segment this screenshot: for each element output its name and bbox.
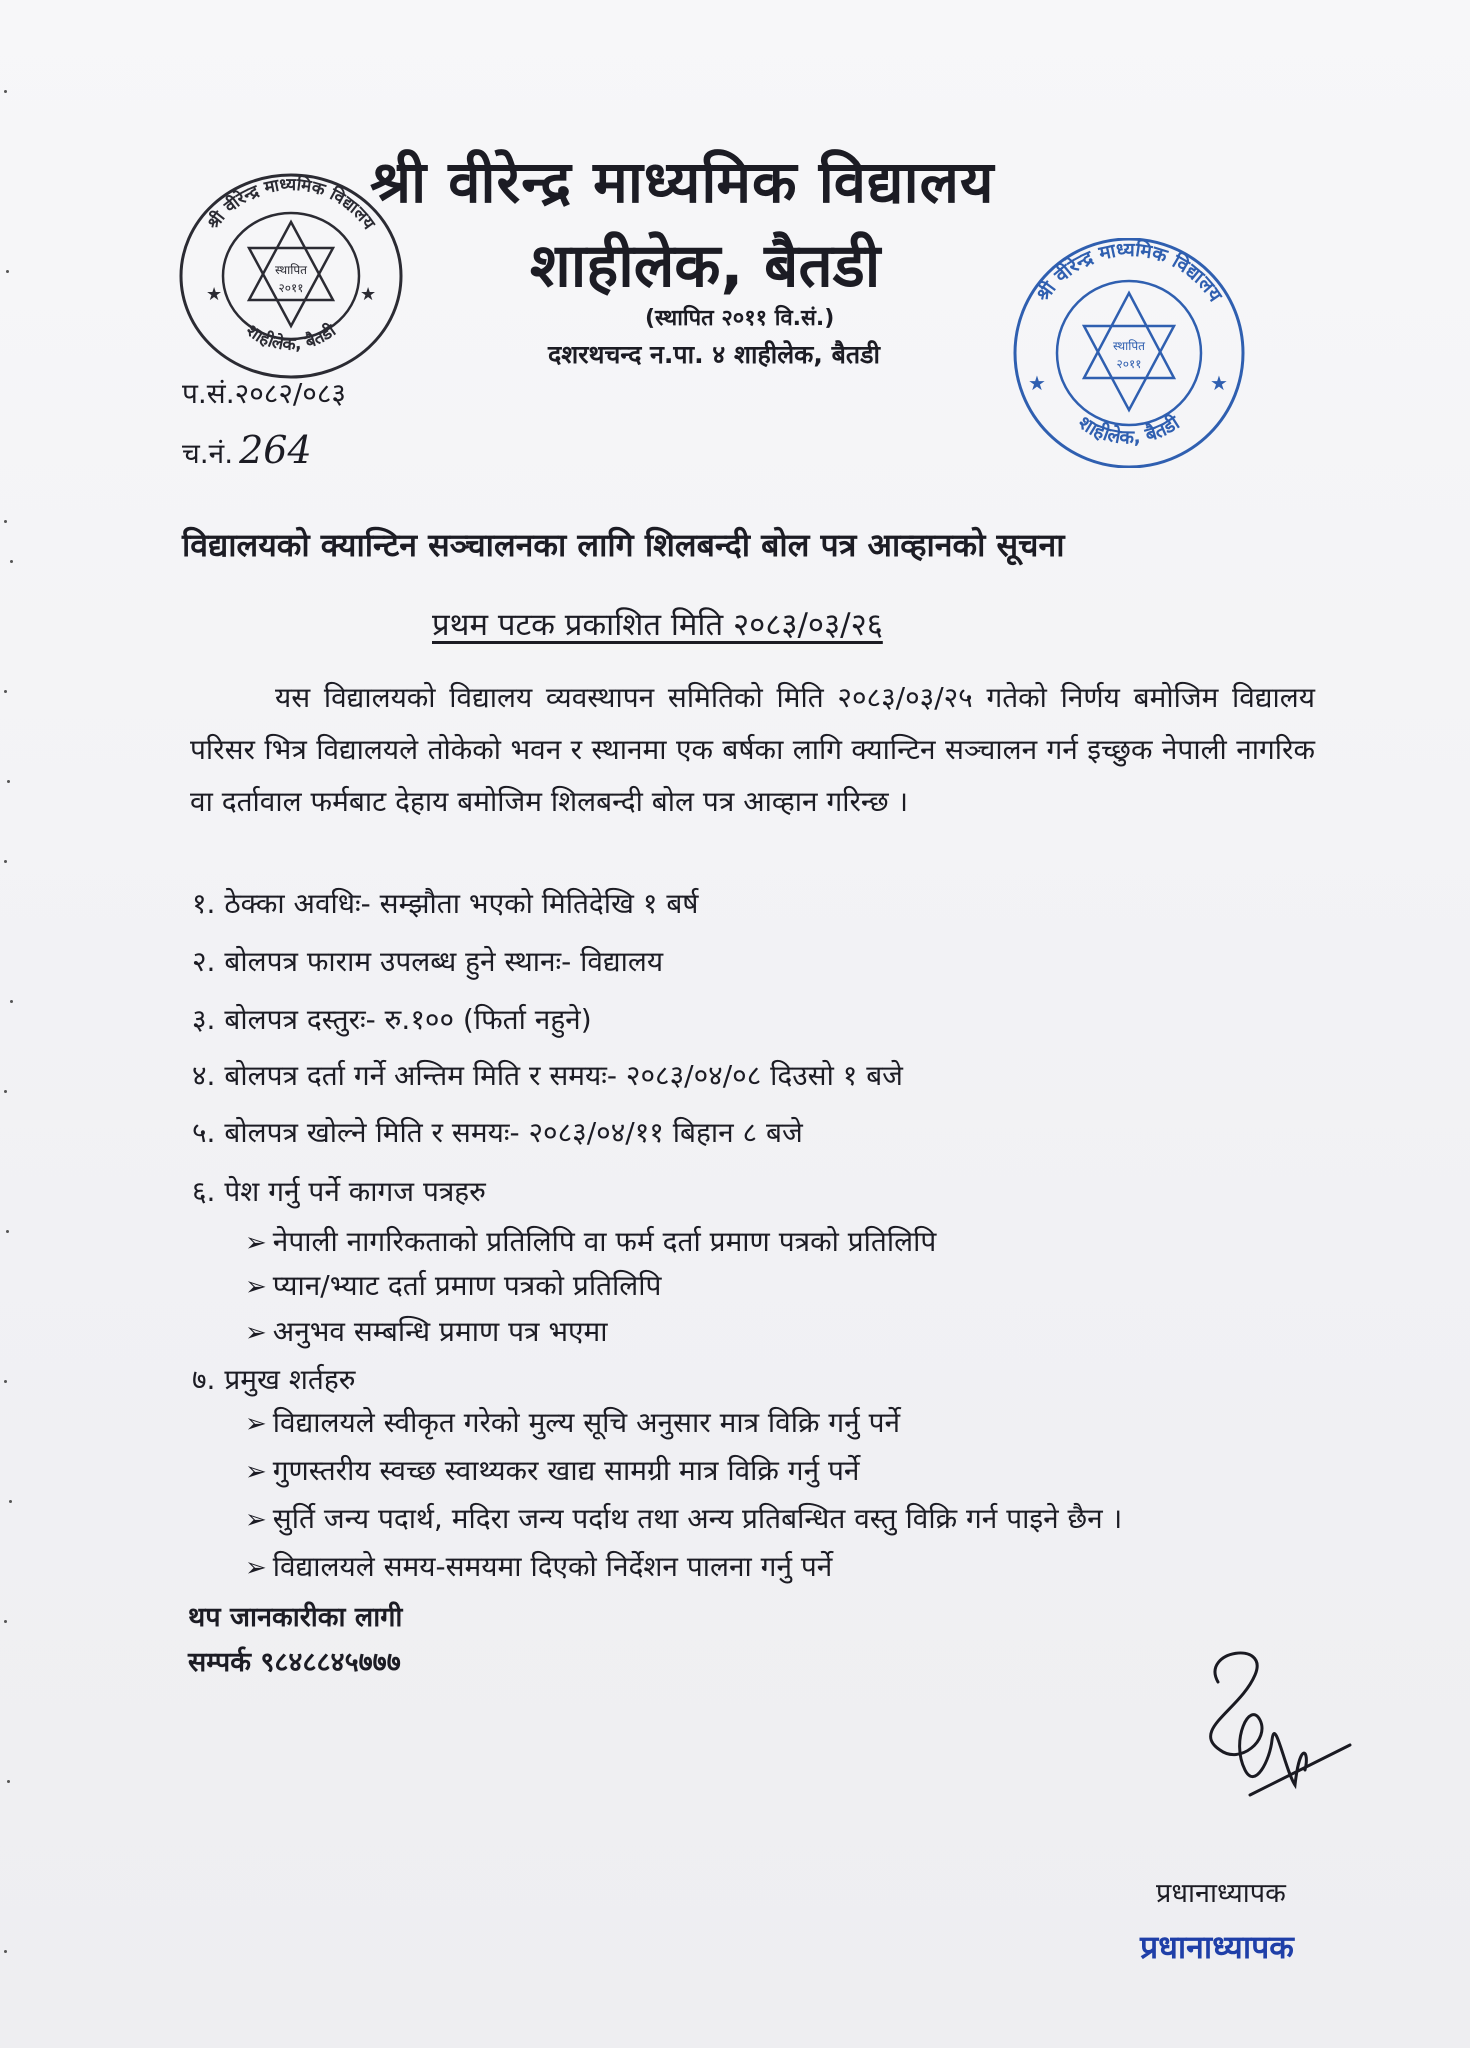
item-deadline: ४. बोलपत्र दर्ता गर्ने अन्तिम मिति र समयः- २०८३/०४/०८ दिउसो १ बजे	[192, 1059, 903, 1092]
svg-text:शाहीलेक, बैतडी	[1075, 410, 1185, 448]
school-name: श्री वीरेन्द्र माध्यमिक विद्यालय	[370, 148, 995, 216]
signature-mark	[1160, 1620, 1360, 1820]
signatory-title: प्रधानाध्यापक	[1156, 1878, 1286, 1909]
svg-text:★: ★	[1028, 371, 1046, 395]
seal-bottom-text: शाहीलेक, बैतडी	[1074, 411, 1184, 449]
arrow-icon: ➢	[245, 1272, 267, 1302]
svg-text:२०११: २०११	[278, 281, 304, 295]
arrow-icon: ➢	[245, 1409, 267, 1439]
svg-text:स्थापित: स्थापित	[1113, 339, 1145, 353]
svg-text:★: ★	[360, 284, 377, 305]
seal-ring-text: श्री वीरेन्द्र माध्यमिक विद्यालय	[1031, 238, 1227, 306]
list-item: ➢ विद्यालयले समय-समयमा दिएको निर्देशन पालना गर्नु पर्ने	[245, 1550, 833, 1583]
dispatch-value: 264	[239, 428, 312, 472]
punch-hole-marks	[4, 0, 24, 2048]
item-form-location: २. बोलपत्र फाराम उपलब्ध हुने स्थानः- विद्यालय	[192, 945, 664, 978]
publish-date: प्रथम पटक प्रकाशित मिति २०८३/०३/२६	[432, 607, 883, 643]
dispatch-label: च.नं.	[182, 437, 234, 470]
svg-text:स्थापित: स्थापित	[275, 263, 307, 277]
school-address: दशरथचन्द न.पा. ४ शाहीलेक, बैतडी	[548, 340, 880, 369]
item-documents-heading: ६. पेश गर्नु पर्ने कागज पत्रहरु	[192, 1175, 486, 1208]
signatory-stamp: प्रधानाध्यापक	[1140, 1928, 1294, 1966]
arrow-icon: ➢	[245, 1318, 267, 1348]
arrow-icon: ➢	[245, 1505, 267, 1535]
school-location: शाहीलेक, बैतडी	[530, 231, 881, 301]
notice-body: यस विद्यालयको विद्यालय व्यवस्थापन समितिको मिति २०८३/०३/२५ गतेको निर्णय बमोजिम विद्यालय परिसर भित्र विद्यालयले तोकेको भवन र स्थानमा एक बर्षका लागि क्यान्टिन सञ्चालन गर्न इच्छुक नेपाली नागरिक वा दर्तावाल फर्मबाट देहाय बमोजिम शिलबन्दी बोल पत्र आव्हान गरिन्छ ।	[190, 681, 1315, 818]
established-year: (स्थापित २०११ वि.सं.)	[645, 306, 835, 331]
contact-heading: थप जानकारीका लागी	[188, 1602, 403, 1633]
seal-ring-text: श्री वीरेन्द्र माध्यमिक विद्यालय	[203, 174, 379, 234]
list-item: ➢ अनुभव सम्बन्धि प्रमाण पत्र भएमा	[245, 1315, 608, 1348]
svg-text:२०११: २०११	[1116, 357, 1142, 371]
seal-bottom-text: शाहीलेक, बैतडी	[242, 320, 340, 355]
item-opening-date: ५. बोलपत्र खोल्ने मिति र समयः- २०८३/०४/११ बिहान ८ बजे	[192, 1116, 803, 1149]
arrow-icon: ➢	[245, 1228, 267, 1258]
list-item: ➢ नेपाली नागरिकताको प्रतिलिपि वा फर्म दर्ता प्रमाण पत्रको प्रतिलिपि	[245, 1225, 937, 1258]
svg-text:श्री वीरेन्द्र माध्यमिक विद्या	[1031, 238, 1227, 306]
list-item: ➢ प्यान/भ्याट दर्ता प्रमाण पत्रको प्रतिलिपि	[245, 1269, 662, 1302]
item-contract-period: १. ठेक्का अवधिः- सम्झौता भएको मितिदेखि १ बर्ष	[192, 887, 699, 920]
list-item: ➢ गुणस्तरीय स्वच्छ स्वाथ्यकर खाद्य सामग्री मात्र विक्रि गर्नु पर्ने	[245, 1454, 860, 1487]
notice-title: विद्यालयको क्यान्टिन सञ्चालनका लागि शिलबन्दी बोल पत्र आव्हानको सूचना	[182, 526, 1065, 564]
svg-text:★: ★	[1210, 371, 1228, 395]
item-fee: ३. बोलपत्र दस्तुरः- रु.१०० (फिर्ता नहुने)	[192, 1003, 592, 1036]
list-item: ➢ सुर्ति जन्य पदार्थ, मदिरा जन्य पर्दाथ तथा अन्य प्रतिबन्धित वस्तु विक्रि गर्न पाइने छैन ।	[245, 1502, 1123, 1535]
contact-phone: सम्पर्क ९८४८८४५७७७	[188, 1647, 401, 1678]
school-seal-right	[1010, 238, 1248, 468]
conditions-heading: ७. प्रमुख शर्तहरु	[192, 1363, 356, 1396]
list-item: ➢ विद्यालयले स्वीकृत गरेको मुल्य सूचि अनुसार मात्र विक्रि गर्नु पर्ने	[245, 1406, 901, 1439]
dispatch-number	[182, 428, 312, 472]
arrow-icon: ➢	[245, 1553, 267, 1583]
reference-number: प.सं.२०८२/०८३	[182, 377, 346, 410]
svg-text:★: ★	[206, 284, 223, 305]
arrow-icon: ➢	[245, 1457, 267, 1487]
